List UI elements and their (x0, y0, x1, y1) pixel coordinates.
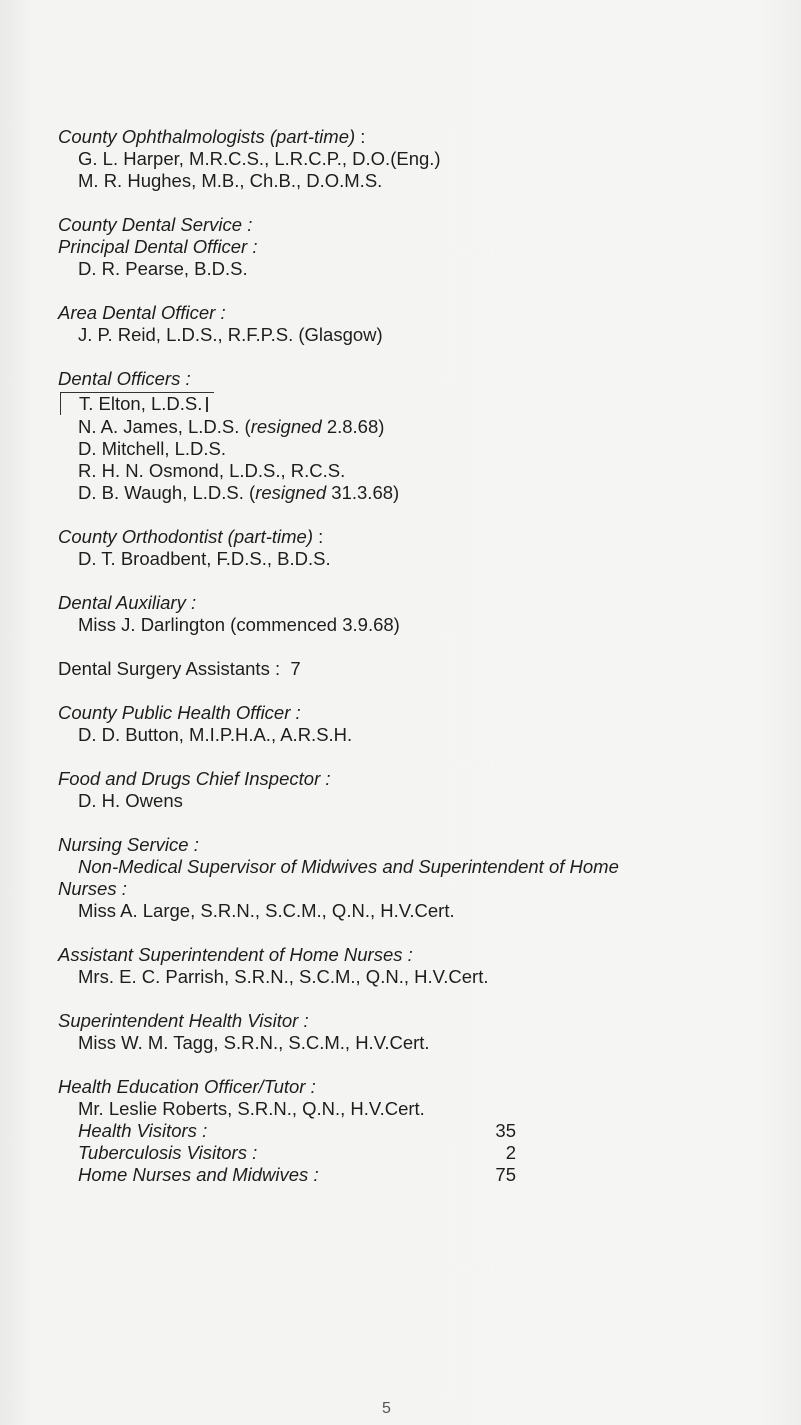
section-dental-officers (58, 368, 788, 504)
sub-heading: Principal Dental Officer : (58, 236, 258, 257)
heading: Health Education Officer/Tutor : (58, 1076, 316, 1097)
entry: Miss W. M. Tagg, S.R.N., S.C.M., H.V.Cert. (78, 1032, 430, 1053)
entry: G. L. Harper, M.R.C.S., L.R.C.P., D.O.(Eng.) (78, 148, 441, 169)
count-row: Home Nurses and Midwives : 75 (78, 1164, 516, 1185)
surgery-assistants-line: Dental Surgery Assistants : 7 (58, 658, 301, 679)
entry: J. P. Reid, L.D.S., R.F.P.S. (Glasgow) (78, 324, 383, 345)
heading: County Public Health Officer : (58, 702, 301, 723)
boxed-entry: T. Elton, L.D.S. (60, 392, 214, 415)
entry: M. R. Hughes, M.B., Ch.B., D.O.M.S. (78, 170, 383, 191)
section-food-drugs (58, 768, 788, 812)
section-dental-service (58, 214, 788, 280)
staff-list (58, 126, 788, 1208)
sub-heading-cont: Nurses : (58, 878, 127, 899)
entry: D. D. Button, M.I.P.H.A., A.R.S.H. (78, 724, 353, 745)
count-row: Health Visitors : 35 (78, 1120, 516, 1141)
section-orthodontist (58, 526, 788, 570)
heading: Superintendent Health Visitor : (58, 1010, 309, 1031)
entry: D. B. Waugh, L.D.S. (resigned 31.3.68) (78, 482, 400, 503)
section-dental-auxiliary (58, 592, 788, 636)
entry: Miss A. Large, S.R.N., S.C.M., Q.N., H.V.Cert. (78, 900, 455, 921)
entry: D. H. Owens (78, 790, 183, 811)
entry: Mr. Leslie Roberts, S.R.N., Q.N., H.V.Cert. (78, 1098, 425, 1119)
heading: County Ophthalmologists (58, 126, 265, 147)
entry: Mrs. E. C. Parrish, S.R.N., S.C.M., Q.N., H.V.Cert. (78, 966, 489, 987)
entry: D. T. Broadbent, F.D.S., B.D.S. (78, 548, 331, 569)
heading: Nursing Service : (58, 834, 199, 855)
section-public-health (58, 702, 788, 746)
heading: Assistant Superintendent of Home Nurses : (58, 944, 413, 965)
entry: N. A. James, L.D.S. (resigned 2.8.68) (78, 416, 385, 437)
section-area-dental-officer (58, 302, 788, 346)
heading: Dental Officers : (58, 368, 191, 389)
count-row: Tuberculosis Visitors : 2 (78, 1142, 516, 1163)
qualifier: (part-time) (227, 526, 313, 547)
heading: Area Dental Officer : (58, 302, 226, 323)
section-surgery-assistants (58, 658, 788, 680)
section-nursing (58, 834, 788, 922)
heading: County Orthodontist (58, 526, 223, 547)
entry: D. R. Pearse, B.D.S. (78, 258, 248, 279)
colon: : (360, 126, 366, 147)
section-ophthalmologists (58, 126, 788, 192)
section-superintendent-health-visitor (58, 1010, 788, 1054)
staff-counts (58, 1120, 788, 1186)
entry: R. H. N. Osmond, L.D.S., R.C.S. (78, 460, 346, 481)
heading: Food and Drugs Chief Inspector : (58, 768, 331, 789)
heading: County Dental Service : (58, 214, 253, 235)
section-health-education (58, 1076, 788, 1186)
qualifier: (part-time) (269, 126, 356, 147)
entry: D. Mitchell, L.D.S. (78, 438, 227, 459)
entry: Miss J. Darlington (commenced 3.9.68) (78, 614, 400, 635)
section-assistant-superintendent (58, 944, 788, 988)
heading: Dental Auxiliary : (58, 592, 197, 613)
sub-heading: Non-Medical Supervisor of Midwives and Superintendent of Home (78, 856, 619, 877)
colon: : (318, 526, 324, 547)
page-number: 5 (382, 1400, 391, 1417)
